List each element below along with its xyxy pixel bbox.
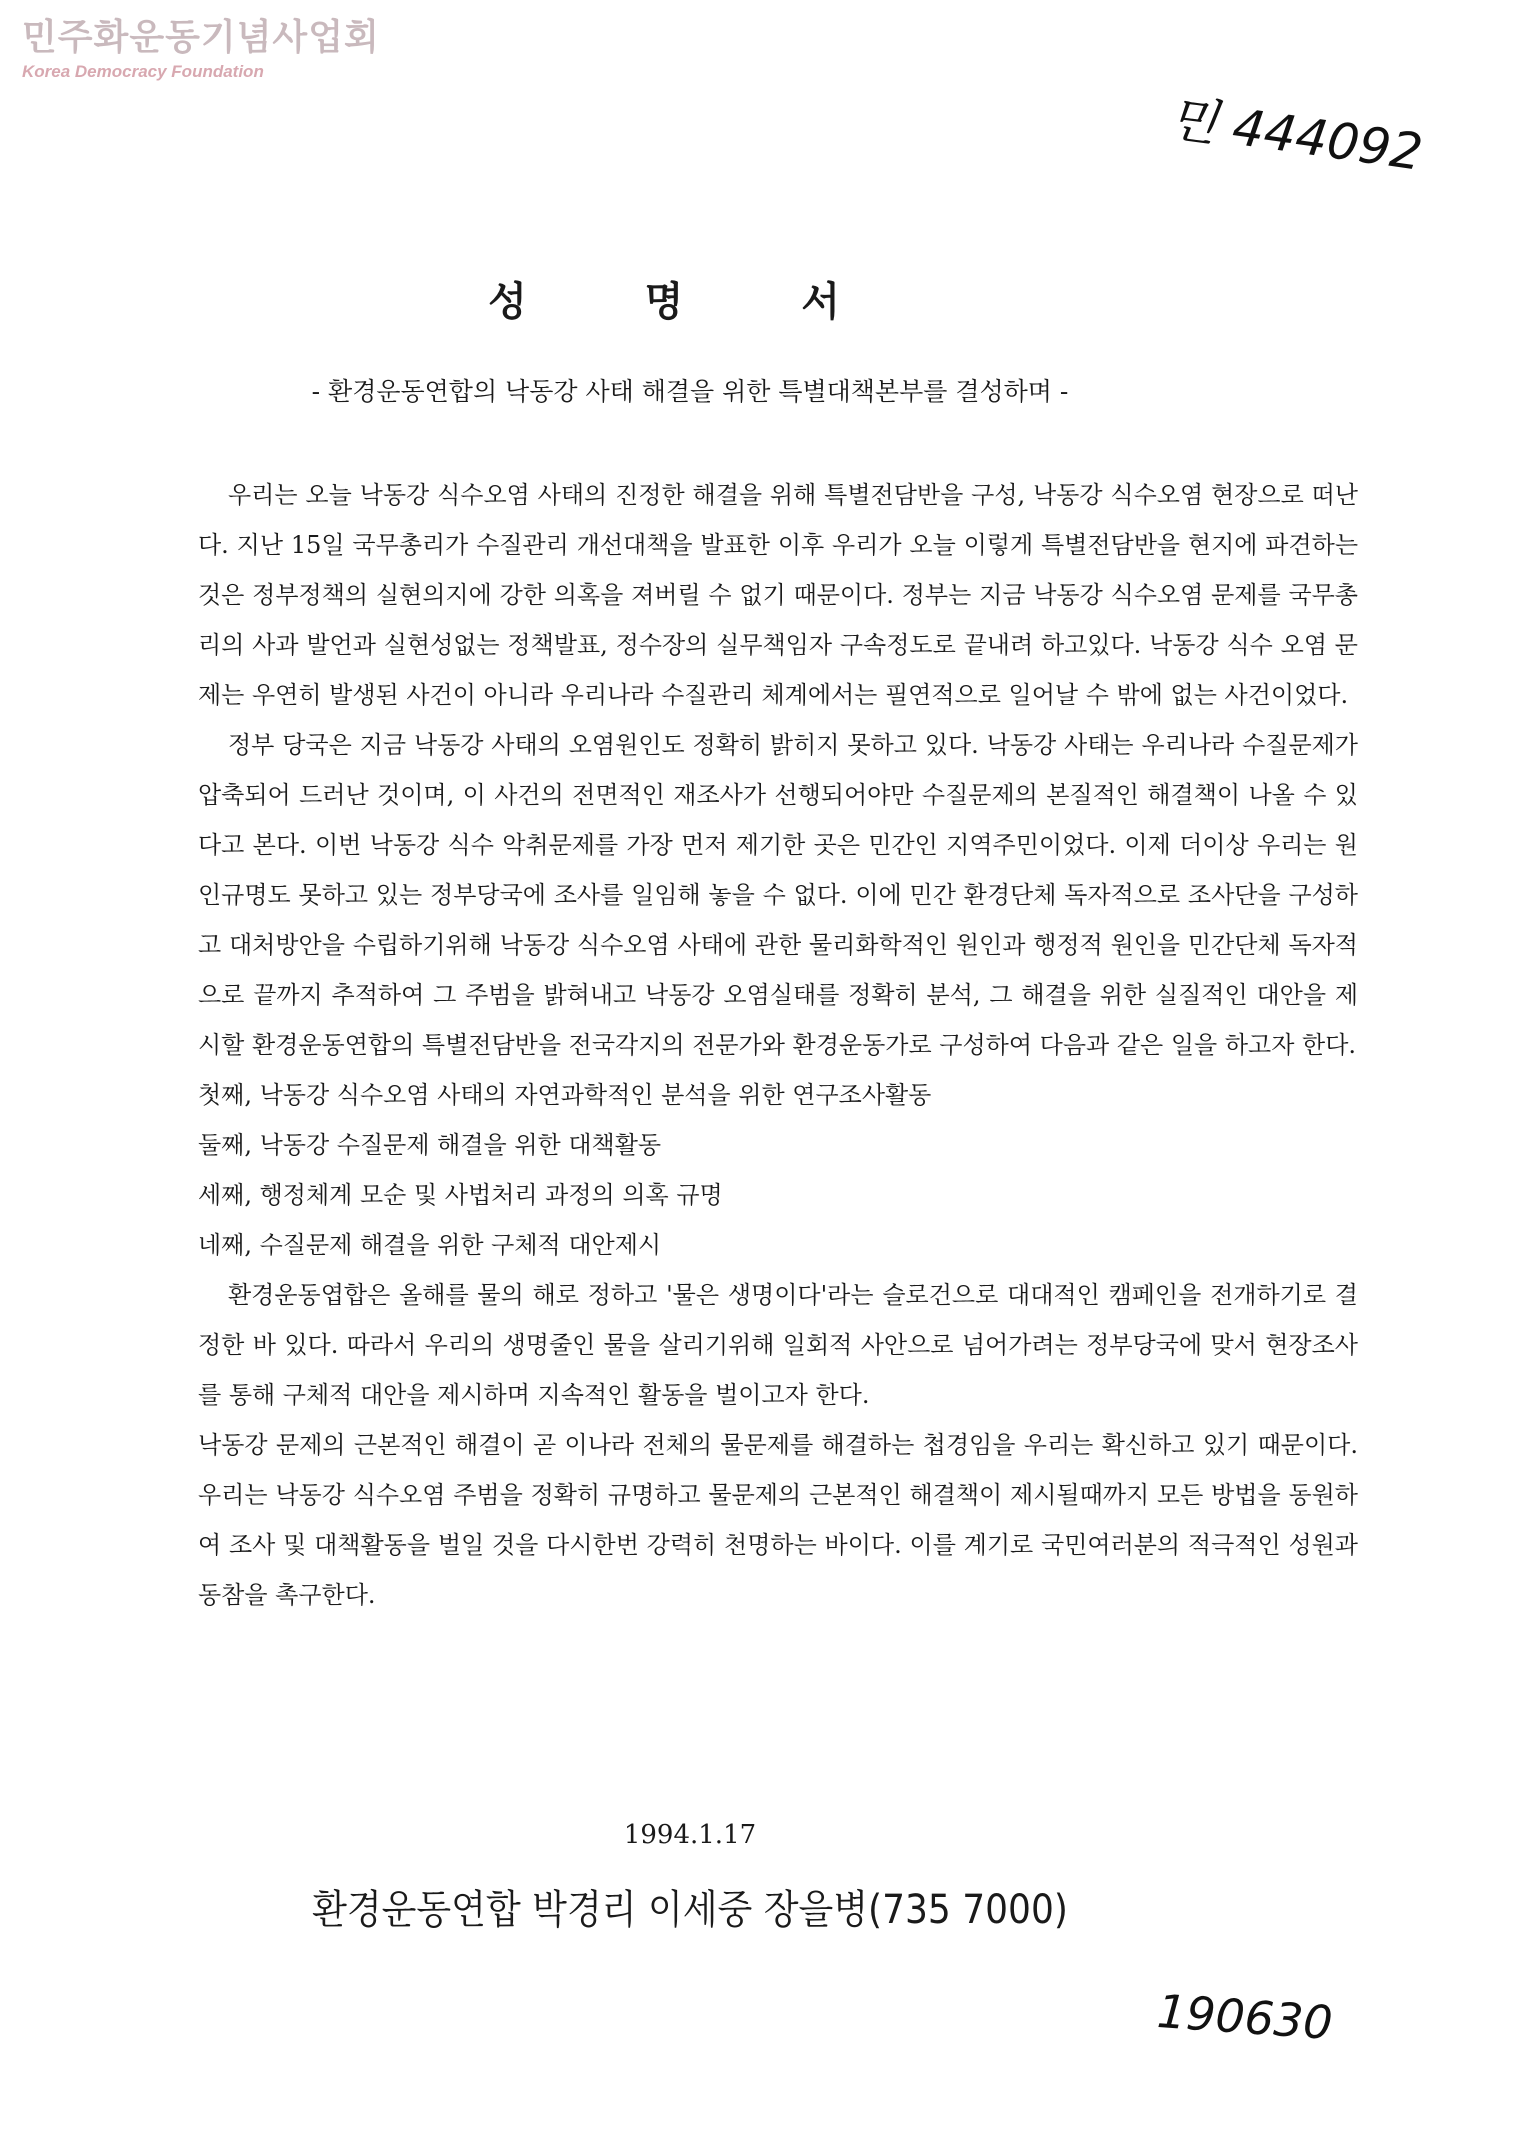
list-item: 둘째, 낙동강 수질문제 해결을 위한 대책활동 <box>198 1131 662 1159</box>
document-date: 1994.1.17 <box>623 1820 757 1850</box>
paragraph: 환경운동엽합은 올해를 물의 해로 정하고 '물은 생명이다'라는 슬로건으로 대대적인 캠페인을 전개하기로 결정한 바 있다. 따라서 우리의 생명줄인 물을 살리기위해 일회적 사안으로 넘어가려는 정부당국에 맞서 현장조사를 통해 구체적 대안을 제시하며 지속적인 활동을 벌이고자 한다. <box>198 1281 1358 1409</box>
document-title: 성 명 서 <box>488 279 892 325</box>
watermark-korean: 민주화운동기념사업회 <box>22 17 380 58</box>
watermark-english: Korea Democracy Foundation <box>22 62 264 81</box>
list-item: 세째, 행정체계 모순 및 사법처리 과정의 의혹 규명 <box>198 1181 723 1209</box>
watermark <box>22 18 380 82</box>
document-body <box>198 470 1358 1620</box>
handwritten-archive-code: 민 444092 <box>1165 88 1426 182</box>
list-item: 네째, 수질문제 해결을 위한 구체적 대안제시 <box>198 1231 662 1259</box>
document-subtitle: - 환경운동연합의 낙동강 사태 해결을 위한 특별대책본부를 결성하며 - <box>311 377 1069 406</box>
paragraph: 우리는 오늘 낙동강 식수오염 사태의 진정한 해결을 위해 특별전담반을 구성, 낙동강 식수오염 현장으로 떠난다. 지난 15일 국무총리가 수질관리 개선대책을 발표한 이후 우리가 오늘 이렇게 특별전담반을 현지에 파견하는 것은 정부정책의 실현의지에 강한 의혹을 져버릴 수 없기 때문이다. 정부는 지금 낙동강 식수오염 문제를 국무총리의 사과 발언과 실현성없는 정책발표, 정수장의 실무책임자 구속정도로 끝내려 하고있다. 낙동강 식수 오염 문제는 우연히 발생된 사건이 아니라 우리나라 수질관리 체계에서는 필연적으로 일어날 수 밖에 없는 사건이었다. <box>198 481 1358 709</box>
signature-line: 환경운동연합 박경리 이세중 장을병(735 7000) <box>312 1887 1068 1933</box>
paragraph: 정부 당국은 지금 낙동강 사태의 오염원인도 정확히 밝히지 못하고 있다. 낙동강 사태는 우리나라 수질문제가 압축되어 드러난 것이며, 이 사건의 전면적인 재조사가 선행되어야만 수질문제의 본질적인 해결책이 나올 수 있다고 본다. 이번 낙동강 식수 악취문제를 가장 먼저 제기한 곳은 민간인 지역주민이었다. 이제 더이상 우리는 원인규명도 못하고 있는 정부당국에 조사를 일임해 놓을 수 없다. 이에 민간 환경단체 독자적으로 조사단을 구성하고 대처방안을 수립하기위해 낙동강 식수오염 사태에 관한 물리화학적인 원인과 행정적 원인을 민간단체 독자적으로 끝까지 추적하여 그 주범을 밝혀내고 낙동강 오염실태를 정확히 분석, 그 해결을 위한 실질적인 대안을 제시할 환경운동연합의 특별전담반을 전국각지의 전문가와 환경운동가로 구성하여 다음과 같은 일을 하고자 한다. <box>198 731 1358 1059</box>
paragraph: 낙동강 문제의 근본적인 해결이 곧 이나라 전체의 물문제를 해결하는 첩경임을 우리는 확신하고 있기 때문이다. 우리는 낙동강 식수오염 주범을 정확히 규명하고 물문제의 근본적인 해결책이 제시될때까지 모든 방법을 동원하여 조사 및 대책활동을 벌일 것을 다시한번 강력히 천명하는 바이다. 이를 계기로 국민여러분의 적극적인 성원과 동참을 촉구한다. <box>198 1431 1358 1609</box>
handwritten-document-number: 190630 <box>1155 1983 1335 2051</box>
list-item: 첫째, 낙동강 식수오염 사태의 자연과학적인 분석을 위한 연구조사활동 <box>198 1081 932 1109</box>
